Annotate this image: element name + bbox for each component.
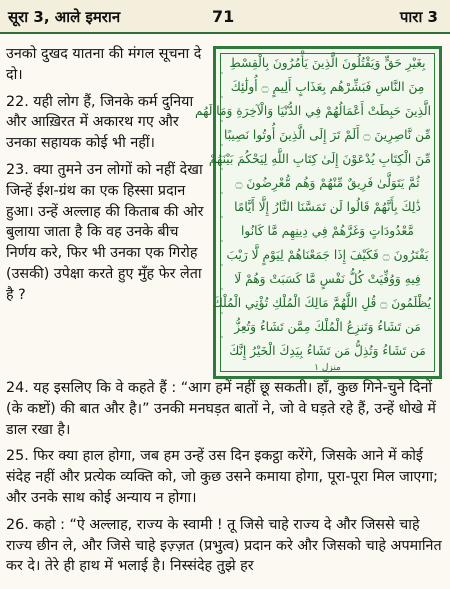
- left-column-text: [6, 44, 211, 312]
- line-divider: [220, 96, 435, 98]
- page-number: 71: [212, 7, 235, 26]
- paragraph-22: 22. यही लोग हैं, जिनके कर्म दुनिया और आख़िरत में अकारथ गए और उनका सहायक कोई भी नहीं।: [6, 93, 194, 152]
- line-divider: [220, 264, 435, 266]
- arabic-line: ذَٰلِكَ بِأَنَّهُمْ قَالُوا لَن تَمَسَّنَا النَّارُ إِلَّا أَيَّامًا: [234, 200, 421, 214]
- paragraph-24: 24. यह इसलिए कि वे कहते हैं : “आग हमें नहीं छू सकती। हाँ, कुछ गिने-चुने दिनों (के कष्टों) की बात और है।” उनकी मनघड़त बातों ने, जो वे घड़ते रहे हैं, उन्हें धोखे में डाल रखा है।: [6, 380, 436, 438]
- arabic-line: فِيهِ وَوُفِّيَتْ كُلُّ نَفْسٍ مَّا كَسَبَتْ وَهُمْ لَا: [234, 272, 421, 286]
- full-width-text: [6, 378, 444, 583]
- arabic-line: مَّعْدُودَاتٍ وَغَرَّهُمْ فِي دِينِهِم مَّا كَانُوا: [241, 224, 414, 238]
- manzil-mark: منزل ١: [314, 363, 341, 373]
- surah-title: सूरा 3, आले इमरान: [8, 8, 121, 26]
- para-label: पारा 3: [399, 8, 438, 26]
- arabic-line: يُظْلَمُونَ ۝ قُلِ اللَّهُمَّ مَالِكَ الْمُلْكِ تُؤْتِي الْمُلْكَ: [212, 296, 431, 310]
- quran-verse-box: [194, 46, 442, 379]
- line-divider: [220, 336, 435, 338]
- line-divider: [220, 216, 435, 218]
- page-header: [0, 0, 450, 34]
- arabic-line: مِّنَ الْكِتَابِ يُدْعَوْنَ إِلَىٰ كِتَابِ اللَّهِ لِيَحْكُمَ بَيْنَهُمْ: [208, 152, 431, 166]
- line-divider: [220, 192, 435, 194]
- line-divider: [220, 288, 435, 290]
- line-divider: [220, 144, 435, 146]
- paragraph-26: 26. कहो : “ऐ अल्लाह, राज्य के स्वामी ! तू जिसे चाहे राज्य दे और जिससे चाहे राज्य छीन ले, और जिसे चाहे इज़्ज़त (प्रभुत्व) प्रदान करे और जिसको चाहे अपमानित कर दे। तेरे ही हाथ में भलाई है। निस्संदेह तुझे हर: [6, 516, 442, 575]
- paragraph-25: 25. फिर क्या हाल होगा, जब हम उन्हें उस दिन इकट्ठा करेंगे, जिसके आने में कोई संदेह नहीं और प्रत्येक व्यक्ति को, जो कुछ उसने कमाया होगा, पूरा-पूरा मिल जाएगा; और उनके साथ कोई अन्याय न होगा।: [6, 448, 438, 506]
- line-divider: [220, 72, 435, 74]
- arabic-line: ثُمَّ يَتَوَلَّىٰ فَرِيقٌ مِّنْهُمْ وَهُم مُّعْرِضُونَ ۝: [235, 176, 420, 190]
- paragraph-intro: उनको दुखद यातना की मंगल सूचना दे दो।: [6, 46, 202, 83]
- line-divider: [220, 312, 435, 314]
- arabic-line: بِغَيْرِ حَقٍّ وَيَقْتُلُونَ الَّذِينَ يَأْمُرُونَ بِالْقِسْطِ: [229, 56, 426, 70]
- paragraph-23: 23. क्या तुमने उन लोगों को नहीं देखा जिन्हें ईश-ग्रंथ का एक हिस्सा प्रदान हुआ। उन्हें अल्लाह की किताब की ओर बुलाया जाता है कि वह उनके बीच निर्णय करे, फिर भी उनका एक गिरोह (उसकी) उपेक्षा करते हुए मुँह फेर लेता है ?: [6, 161, 204, 303]
- line-divider: [220, 240, 435, 242]
- arabic-line: مِّن نَّاصِرِينَ ۝ أَلَمْ تَرَ إِلَى الَّذِينَ أُوتُوا نَصِيبًا: [224, 128, 431, 142]
- arabic-line: مِنَ النَّاسِ فَبَشِّرْهُم بِعَذَابٍ أَلِيمٍ ۝ أُولَٰئِكَ: [230, 80, 425, 94]
- arabic-line: مَن تَشَاءُ وَتُذِلُّ مَن تَشَاءُ بِيَدِكَ الْخَيْرُ إِنَّكَ: [229, 344, 426, 358]
- arabic-line: يَفْتَرُونَ ۝ فَكَيْفَ إِذَا جَمَعْنَاهُمْ لِيَوْمٍ لَّا رَيْبَ: [226, 248, 429, 262]
- line-divider: [220, 168, 435, 170]
- arabic-line: الَّذِينَ حَبِطَتْ أَعْمَالُهُمْ فِي الدُّنْيَا وَالْآخِرَةِ وَمَا لَهُم: [194, 104, 431, 118]
- line-divider: [220, 120, 435, 122]
- arabic-line: مَن تَشَاءُ وَتَنزِعُ الْمُلْكَ مِمَّن تَشَاءُ وَتُعِزُّ: [234, 320, 421, 334]
